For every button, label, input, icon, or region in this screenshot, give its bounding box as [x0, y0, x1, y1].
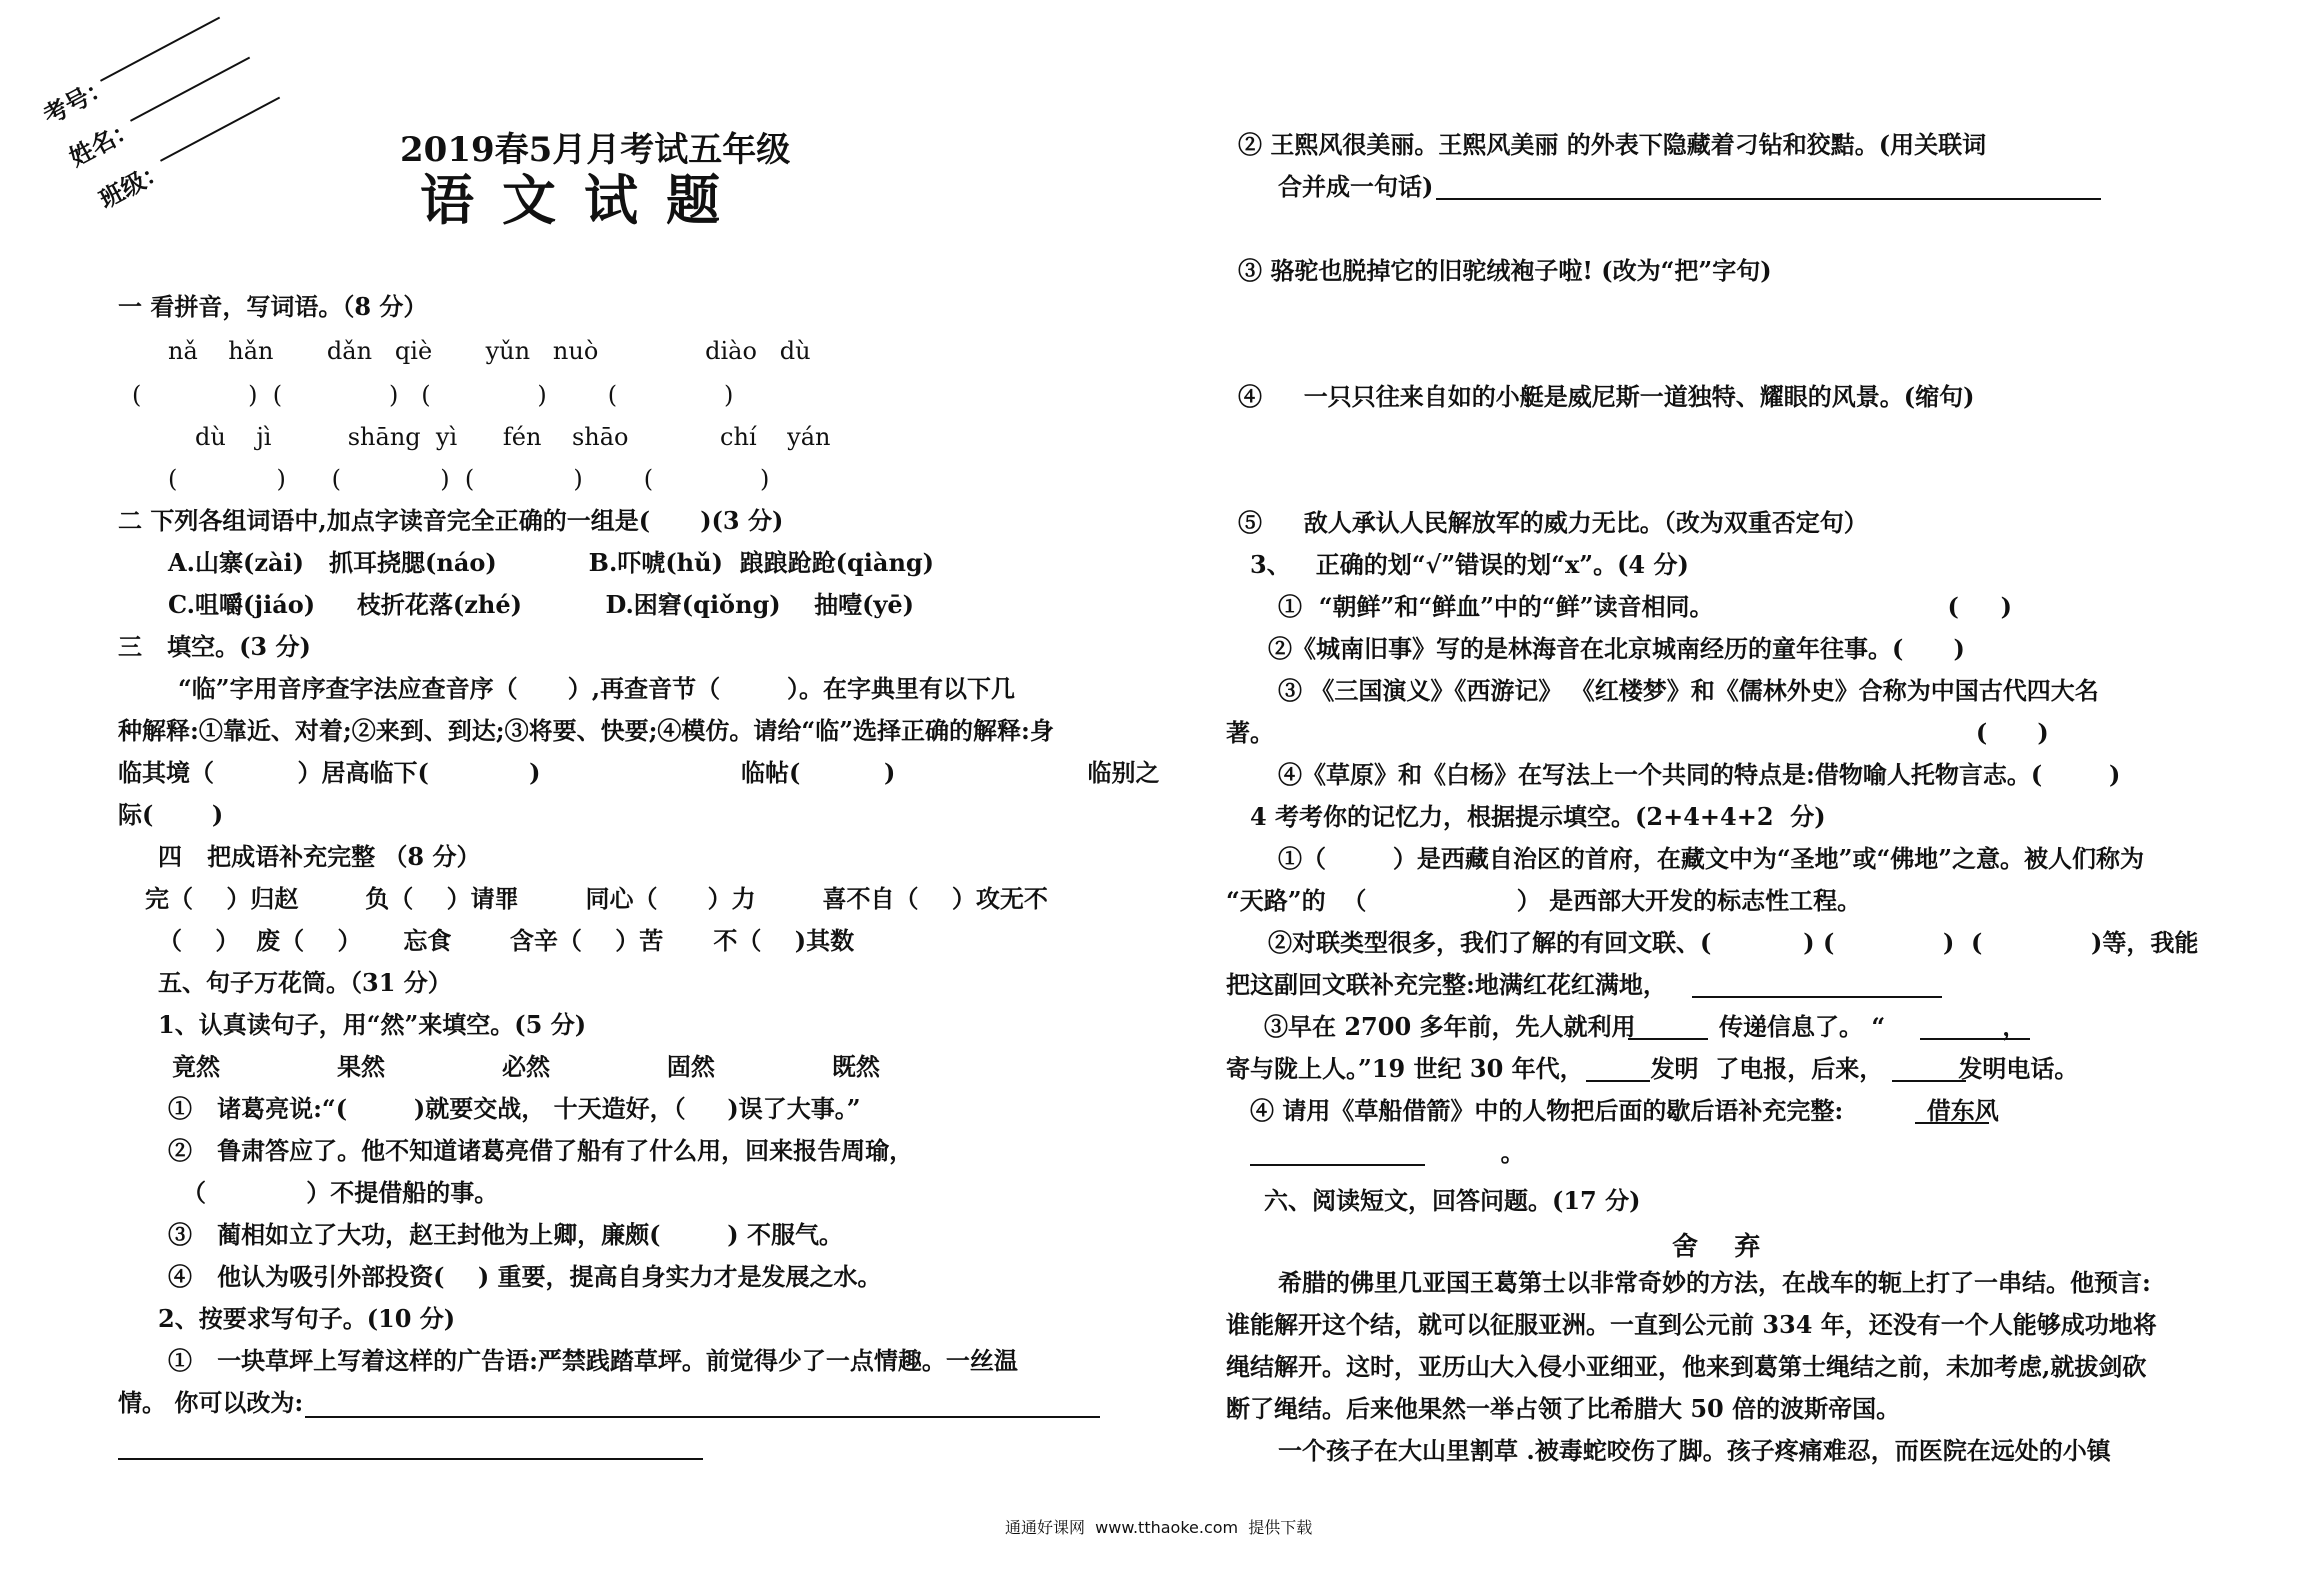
answer-line [1892, 1080, 1966, 1082]
section-3-heading: 三 填空。(3 分) [118, 632, 311, 661]
passage-line-5: 一个孩子在大山里割草 .被毒蛇咬伤了脚。孩子疼痛难忍，而医院在远处的小镇 [1278, 1436, 2111, 1465]
right-q3-item-2: ②《城南旧事》写的是林海音在北京城南经历的童年往事。( ) [1268, 634, 1965, 663]
pinyin-row-2: dù jì shāng yì fén shāo chí yán [195, 423, 831, 451]
section-5-heading: 五、句子万花筒。（31 分） [158, 968, 452, 997]
right-section-6-heading: 六、阅读短文，回答问题。(17 分) [1264, 1186, 1641, 1215]
passage-line-1: 希腊的佛里几亚国王葛第士以非常奇妙的方法，在战车的轭上打了一串结。他预言: [1278, 1268, 2151, 1297]
right-q4-item-1: ①（ ）是西藏自治区的首府，在藏文中为“圣地”或“佛地”之意。被人们称为 [1278, 844, 2145, 873]
pinyin-row-1: nǎ hǎn dǎn qiè yǔn nuò diào dù [168, 337, 811, 365]
right-q4-item-2: ②对联类型很多，我们了解的有回文联、( ) ( ) ( )等，我能 [1268, 928, 2199, 957]
section-5-q1-item-1: ① 诸葛亮说:“( )就要交战， 十天造好，（ )误了大事。” [168, 1094, 861, 1123]
right-q3-item-3: ③ 《三国演义》《西游记》 《红楼梦》和《儒林外史》合称为中国古代四大名 [1278, 676, 2099, 705]
stub-label-class: 班级： [94, 154, 172, 215]
passage-title: 舍 弃 [1672, 1232, 1761, 1262]
right-q3-item-1: ① “朝鲜”和“鲜血”中的“鲜”读音相同。 ( ) [1278, 592, 2012, 621]
stub-line-kaohao [100, 17, 220, 82]
section-5-q1-heading: 1、认真读句子，用“然”来填空。(5 分) [158, 1010, 587, 1039]
passage-line-4: 断了绳结。后来他果然一举占领了比希腊大 50 倍的波斯帝国。 [1226, 1394, 1901, 1423]
right-q2-item-3: ③ 骆驼也脱掉它的旧驼绒袍子啦! (改为“把”字句) [1238, 256, 1772, 285]
section-2-heading: 二 下列各组词语中,加点字读音完全正确的一组是( )(3 分) [118, 506, 784, 535]
section-5-q2-heading: 2、按要求写句子。(10 分) [158, 1304, 456, 1333]
section-4-idioms-row-1: 完（ ）归赵 负（ ）请罪 同心（ ）力 喜不自（ ）攻无不 [145, 884, 1048, 913]
right-q2-item-5: ⑤ 敌人承认人民解放军的威力无比。（改为双重否定句） [1238, 508, 1868, 537]
right-q4-item-3-cont: 寄与陇上人。”19 世纪 30 年代， 发明 了电报，后来， 发明电话。 [1226, 1054, 2079, 1083]
stub-line-class [160, 97, 280, 162]
section-5-q1-item-3: ③ 蔺相如立了大功，赵王封他为上卿，廉颇( ) 不服气。 [168, 1220, 843, 1249]
right-q4-heading: 4 考考你的记忆力，根据提示填空。(2+4+4+2 分) [1250, 802, 1826, 831]
section-5-q1-item-2: ② 鲁肃答应了。他不知道诸葛亮借了船有了什么用，回来报告周瑜， [168, 1136, 914, 1165]
right-q4-item-4: ④ 请用《草船借箭》中的人物把后面的歇后语补充完整: 借东风 [1250, 1096, 1999, 1125]
section-4-idioms-row-2: （ ） 废（ ） 忘食 含辛（ ）苦 不（ )其数 [158, 926, 855, 955]
section-5-q1-item-2-cont: （ ）不提借船的事。 [182, 1178, 499, 1207]
passage-line-3: 绳结解开。这时，亚历山大入侵小亚细亚，他来到葛第士绳结之前，未加考虑,就拔剑砍 [1226, 1352, 2147, 1381]
right-q3-item-3-cont: 著。 ( ) [1226, 718, 2049, 747]
section-5-q1-word-bank: 竟然 果然 必然 固然 既然 [172, 1052, 880, 1081]
answer-brackets-row-1: ( ) ( ) ( ) ( ) [132, 381, 734, 409]
page-footer: 通通好课网 www.tthaoke.com 提供下载 [1005, 1518, 1313, 1537]
exam-subtitle: 语文试题 [420, 168, 748, 232]
right-q4-item-3: ③早在 2700 多年前，先人就利用 传递信息了。 “ ， [1264, 1012, 2027, 1041]
right-q3-heading: 3、 正确的划“√”错误的划“x”。(4 分) [1250, 550, 1689, 579]
section-5-q2-item-1-cont: 情。 你可以改为: [118, 1388, 304, 1417]
section-2-option-cd: C.咀嚼(jiáo) 枝折花落(zhé) D.困窘(qiǒng) 抽噎(yē) [168, 590, 915, 619]
section-3-line-4: 际( ) [118, 800, 224, 829]
right-q4-item-1-cont: “天路”的 （ ） 是西部大开发的标志性工程。 [1226, 886, 1862, 915]
section-1-heading: 一 看拼音，写词语。（8 分） [118, 292, 428, 321]
section-2-option-ab: A.山寨(zài) 抓耳挠腮(náo) B.吓唬(hǔ) 踉踉跄跄(qiàng) [168, 548, 935, 577]
right-q3-item-4: ④《草原》和《白杨》在写法上一个共同的特点是:借物喻人托物言志。( ) [1278, 760, 2121, 789]
answer-line [1692, 996, 1942, 998]
answer-line [118, 1458, 703, 1460]
stub-label-name: 姓名： [64, 112, 142, 173]
answer-line [1436, 198, 2101, 200]
section-3-line-3: 临其境（ ）居高临下( ) 临帖( ) 临别之 [118, 758, 1160, 787]
right-q4-item-2-cont: 把这副回文联补充完整:地满红花红满地， [1226, 970, 1667, 999]
answer-line [1915, 1122, 1989, 1124]
answer-line [1250, 1164, 1425, 1166]
section-4-heading: 四 把成语补充完整 （8 分） [158, 842, 481, 871]
answer-line [1920, 1038, 2030, 1040]
answer-brackets-row-2: ( ) ( ) ( ) ( ) [168, 465, 770, 493]
passage-line-2: 谁能解开这个结，就可以征服亚洲。一直到公元前 334 年，还没有一个人能够成功地将 [1226, 1310, 2157, 1339]
answer-line [1586, 1080, 1650, 1082]
section-5-q1-item-4: ④ 他认为吸引外部投资( ) 重要，提高自身实力才是发展之水。 [168, 1262, 882, 1291]
answer-line [1628, 1038, 1708, 1040]
section-3-line-1: “临”字用音序查字法应查音序（ ）,再查音节（ ）。在字典里有以下几 [178, 674, 1015, 703]
stub-label-kaohao: 考号： [38, 70, 116, 131]
section-5-q2-item-1: ① 一块草坪上写着这样的广告语:严禁践踏草坪。前觉得少了一点情趣。一丝温 [168, 1346, 1018, 1375]
answer-line [305, 1416, 1100, 1418]
right-q4-item-4-cont: 。 [1250, 1138, 1525, 1167]
stub-line-name [130, 57, 250, 122]
right-q2-item-4: ④ 一只只往来自如的小艇是威尼斯一道独特、耀眼的风景。(缩句) [1238, 382, 1975, 411]
exam-title: 2019春5月月考试五年级 [400, 130, 791, 170]
section-3-line-2: 种解释:①靠近、对着;②来到、到达;③将要、快要;④模仿。请给“临”选择正确的解释:身 [118, 716, 1054, 745]
right-q2-item-2: ② 王熙风很美丽。王熙风美丽 的外表下隐藏着刁钻和狡黠。(用关联词 [1238, 130, 1987, 159]
right-q2-item-2-cont: 合并成一句话) [1278, 172, 1434, 201]
